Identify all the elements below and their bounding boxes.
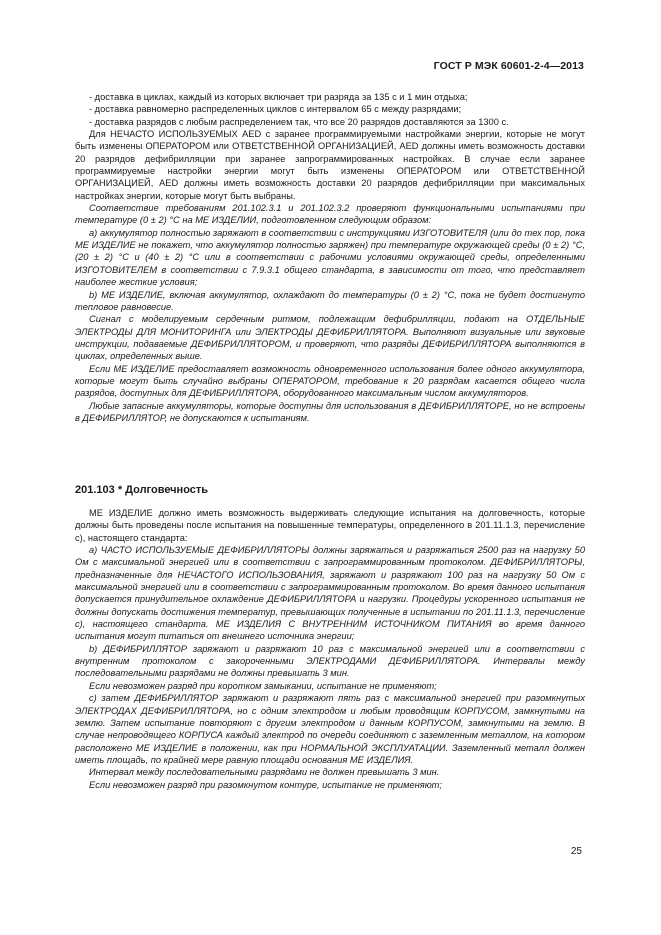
paragraph: с) затем ДЕФИБРИЛЛЯТОР заряжают и разряжают пять раз с максимальной энергией при разомкнутых ЭЛЕКТРОДАХ ДЕФИБРИЛЛЯТОРА, но с одним электродом и любым проводящим КОРПУСОМ, замкнутыми на землю. Затем испытание повторяют с другим электродом и данным КОРПУСОМ, замкнутыми на землю. В случае непроводящего КОРПУСА каждый электрод по очереди соединяют с заземленным металлом, на котором расположено МЕ ИЗДЕЛИЕ в положении, как при НОРМАЛЬНОЙ ЭКСПЛУАТАЦИИ. Заземленный металл должен иметь площадь, по крайней мере равную площади основания МЕ ИЗДЕЛИЯ. (75, 693, 585, 765)
paragraph: Соответствие требованиям 201.102.3.1 и 201.102.3.2 проверяют функциональными испытаниями при температуре (0 ± 2) °С на МЕ ИЗДЕЛИИ, подготовленном следующим образом: (75, 203, 585, 226)
paragraph: а) аккумулятор полностью заряжают в соответствии с инструкциями ИЗГОТОВИТЕЛЯ (или до тех пор, пока МЕ ИЗДЕЛИЕ не покажет, что аккумулятор полностью заряжен) при температуре окружающей среды (0 ± 2) °С, (20 ± 2) °С и (40 ± 2) °С или в соответствии с рабочими условиями окружающей среды, определенными ИЗГОТОВИТЕЛЕМ в соответствии с 7.9.3.1 общего стандарта, в зависимости от того, что представляет наиболее жесткие условия; (75, 227, 585, 288)
paragraph: Интервал между последовательными разрядами не должен превышать 3 мин. (89, 767, 440, 778)
paragraph: - доставка в циклах, каждый из которых включает три разряда за 135 с и 1 мин отдыха; (89, 92, 468, 102)
paragraph: Если невозможен разряд при коротком замыкании, испытание не применяют; (89, 680, 437, 691)
standard-header: ГОСТ Р МЭК 60601-2-4—2013 (433, 60, 584, 72)
paragraph: - доставка равномерно распределенных циклов с интервалом 65 с между разрядами; (89, 104, 462, 115)
body-text-lower (75, 507, 585, 791)
paragraph: Любые запасные аккумуляторы, которые доступны для использования в ДЕФИБРИЛЛЯТОРЕ, но не встроены в ДЕФИБРИЛЛЯТОР, не допускаются к испытаниям. (75, 400, 585, 423)
section-heading: 201.103 * Долговечность (75, 484, 209, 496)
paragraph: Для НЕЧАСТО ИСПОЛЬЗУЕМЫХ AED с заранее программируемыми настройками энергии, которые не могут быть изменены ОПЕРАТОРОМ или ОТВЕТСТВЕННОЙ ОРГАНИЗАЦИЕЙ, AED должны иметь возможность доставки 20 разрядов дефибрилляции при заранее запрограммированных настройках. В случае если заранее программируемые настройки энергии могут быть изменены ОПЕРАТОРОМ или ОТВЕТСТВЕННОЙ ОРГАНИЗАЦИЕЙ, AED должны иметь возможность доставки 20 разрядов дефибрилляции при максимальных настройках энергии, которые могут быть выбраны. (75, 129, 585, 201)
paragraph: а) ЧАСТО ИСПОЛЬЗУЕМЫЕ ДЕФИБРИЛЛЯТОРЫ должны заряжаться и разряжаться 2500 раз на нагрузку 50 Ом с максимальной энергией или в соответствии с запрограммированным протоколом. ДЕФИБРИЛЛЯТОРЫ, предназначенные для НЕЧАСТОГО ИСПОЛЬЗОВАНИЯ, заряжают и разряжают 100 раз на нагрузку 50 Ом с максимальной энергией или в соответствии с запрограммированным протоколом. Во время данного испытания допускается принудительное охлаждение ДЕФИБРИЛЛЯТОРА и нагрузки. Процедуры ускоренного испытания не должны допускать достижения температур, превышающих полученные в испытании по 201.11.1.3, перечисление с), настоящего стандарта. МЕ ИЗДЕЛИЯ С ВНУТРЕННИМ ИСТОЧНИКОМ ПИТАНИЯ во время данного испытания могут питаться от внешнего источника энергии; (75, 545, 585, 642)
paragraph: - доставка разрядов с любым распределением так, что все 20 разрядов доставляются за 1300 с. (89, 116, 509, 127)
paragraph: b) ДЕФИБРИЛЛЯТОР заряжают и разряжают 10 раз с максимальной энергией или в соответствии с внутренним протоколом с закороченными ЭЛЕКТРОДАМИ ДЕФИБРИЛЛЯТОРА. Интервалы между последовательными разрядами не должны превышать 3 мин. (75, 643, 585, 679)
page-number: 25 (570, 846, 582, 857)
body-text-upper (75, 91, 585, 424)
paragraph: Сигнал с моделируемым сердечным ритмом, подлежащим дефибрилляции, подают на ОТДЕЛЬНЫЕ ЭЛЕКТРОДЫ ДЛЯ МОНИТОРИНГА или ЭЛЕКТРОДЫ ДЕФИБРИЛЛЯТОРА. Выполняют визуальные или звуковые инструкции, подаваемые ДЕФИБРИЛЛЯТОРОМ, и проверяют, что разряды ДЕФИБРИЛЛЯТОРА выполняются в циклах, определенных выше. (75, 314, 585, 362)
paragraph: b) МЕ ИЗДЕЛИЕ, включая аккумулятор, охлаждают до температуры (0 ± 2) °С, пока не будет достигнуто тепловое равновесие. (75, 289, 585, 312)
paragraph: Если МЕ ИЗДЕЛИЕ предоставляет возможность одновременного использования более одного аккумулятора, которые могут быть случайно выбраны ОПЕРАТОРОМ, требование к 20 разрядам касается общего числа разрядов, доступных для ДЕФИБРИЛЛЯТОРА, оборудованного максимальным числом аккумуляторов. (75, 363, 585, 399)
paragraph: МЕ ИЗДЕЛИЕ должно иметь возможность выдерживать следующие испытания на долговечность, которые должны быть проведены после испытания на повышенные температуры, определенного в 201.11.1.3, перечисление с), настоящего стандарта: (75, 508, 585, 543)
paragraph: Если невозможен разряд при разомкнутом контуре, испытание не применяют; (89, 779, 443, 790)
